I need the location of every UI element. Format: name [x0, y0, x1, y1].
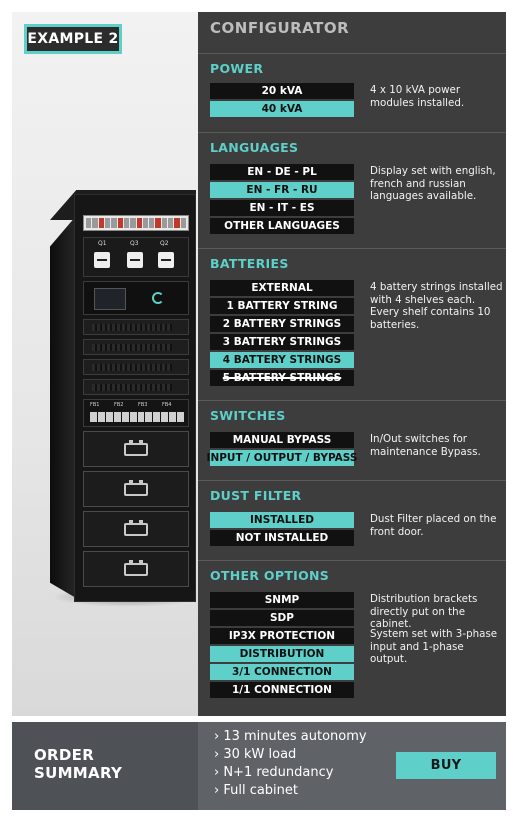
battery-option-4-strings[interactable]: 4 BATTERY STRINGS	[210, 352, 354, 368]
summary-item-load: › 30 kW load	[214, 747, 297, 762]
battery-option-1-string[interactable]: 1 BATTERY STRING	[210, 298, 354, 314]
dust-filter-description: Dust Filter placed on the front door.	[370, 513, 497, 538]
dust-filter-option-installed[interactable]: INSTALLED	[210, 512, 354, 528]
order-summary-title	[34, 746, 122, 782]
cabinet-side	[50, 216, 76, 598]
ups-cabinet-image	[50, 190, 196, 602]
dust-filter-heading: DUST FILTER	[210, 488, 302, 503]
connection-description: System set with 3-phase input and 1-phase output.	[370, 628, 498, 665]
languages-description: Display set with english, french and russian languages available.	[370, 165, 496, 202]
display-screen	[94, 288, 126, 310]
switches-heading: SWITCHES	[210, 408, 286, 423]
battery-icon	[124, 483, 148, 496]
switch-panel	[83, 237, 189, 277]
switch-option-manual-bypass[interactable]: MANUAL BYPASS	[210, 432, 354, 448]
order-summary-title-line2: SUMMARY	[34, 764, 123, 782]
language-option-en-it-es[interactable]: EN - IT - ES	[210, 200, 354, 216]
breaker-strip	[83, 215, 189, 231]
other-option-3-1-connection[interactable]: 3/1 CONNECTION	[210, 664, 354, 680]
battery-drawer	[83, 551, 189, 587]
section-divider	[198, 400, 506, 401]
battery-icon	[124, 523, 148, 536]
section-divider	[198, 248, 506, 249]
dust-filter-option-not-installed[interactable]: NOT INSTALLED	[210, 530, 354, 546]
section-divider	[198, 53, 506, 54]
power-option-40kva[interactable]: 40 kVA	[210, 101, 354, 117]
languages-heading: LANGUAGES	[210, 140, 299, 155]
switch-option-input-output-bypass[interactable]: INPUT / OUTPUT / BYPASS	[206, 452, 358, 464]
brand-logo-icon	[152, 292, 164, 304]
other-option-sdp[interactable]: SDP	[210, 610, 354, 626]
q3-label: Q3	[130, 240, 139, 247]
battery-drawer	[83, 471, 189, 507]
distribution-description: Distribution brackets directly put on the cabinet.	[370, 593, 478, 630]
fb3-label: FB3	[138, 402, 148, 408]
rotary-switch-q1	[94, 252, 110, 268]
other-option-distribution[interactable]: DISTRIBUTION	[210, 646, 354, 662]
fb1-label: FB1	[90, 402, 100, 408]
product-image-pane	[12, 12, 198, 716]
battery-icon	[124, 443, 148, 456]
language-option-en-fr-ru[interactable]: EN - FR - RU	[210, 182, 354, 198]
power-heading: POWER	[210, 61, 264, 76]
rotary-switch-q3	[127, 252, 143, 268]
order-summary-pane	[198, 722, 506, 810]
battery-option-external[interactable]: EXTERNAL	[210, 280, 354, 296]
buy-button[interactable]: BUY	[396, 752, 496, 779]
other-option-1-1-connection[interactable]: 1/1 CONNECTION	[210, 682, 354, 698]
power-option-20kva[interactable]: 20 kVA	[210, 83, 354, 99]
example-badge: EXAMPLE 2	[24, 24, 122, 54]
power-module	[83, 359, 189, 375]
battery-drawer	[83, 431, 189, 467]
fb2-label: FB2	[114, 402, 124, 408]
battery-icon	[124, 563, 148, 576]
language-option-en-de-pl[interactable]: EN - DE - PL	[210, 164, 354, 180]
battery-option-5-strings-unavailable: 5 BATTERY STRINGS	[210, 370, 354, 386]
other-options-heading: OTHER OPTIONS	[210, 568, 330, 583]
cabinet-front	[74, 194, 196, 602]
q1-label: Q1	[98, 240, 107, 247]
order-summary-title-line1: ORDER	[34, 746, 95, 764]
battery-drawer	[83, 511, 189, 547]
power-module	[83, 379, 189, 395]
language-option-other[interactable]: OTHER LANGUAGES	[210, 218, 354, 234]
battery-option-2-strings[interactable]: 2 BATTERY STRINGS	[210, 316, 354, 332]
section-divider	[198, 132, 506, 133]
power-description: 4 x 10 kVA power modules installed.	[370, 84, 465, 109]
summary-item-autonomy: › 13 minutes autonomy	[214, 729, 367, 744]
fuse-panel	[83, 399, 189, 427]
power-module	[83, 339, 189, 355]
section-divider	[198, 560, 506, 561]
battery-option-3-strings[interactable]: 3 BATTERY STRINGS	[210, 334, 354, 350]
power-module	[83, 319, 189, 335]
summary-item-redundancy: › N+1 redundancy	[214, 765, 334, 780]
order-summary-label-pane	[12, 722, 198, 810]
configurator-panel	[198, 12, 506, 716]
configurator-title: CONFIGURATOR	[210, 19, 350, 37]
batteries-heading: BATTERIES	[210, 256, 289, 271]
rotary-switch-q2	[158, 252, 174, 268]
summary-item-cabinet: › Full cabinet	[214, 783, 299, 798]
switches-description: In/Out switches for maintenance Bypass.	[370, 433, 481, 458]
batteries-description: 4 battery strings installed with 4 shelves each. Every shelf contains 10 batteries.	[370, 281, 503, 331]
q2-label: Q2	[160, 240, 169, 247]
fb4-label: FB4	[162, 402, 172, 408]
control-panel	[83, 281, 189, 315]
other-option-ip3x-protection[interactable]: IP3X PROTECTION	[210, 628, 354, 644]
other-option-snmp[interactable]: SNMP	[210, 592, 354, 608]
section-divider	[198, 480, 506, 481]
